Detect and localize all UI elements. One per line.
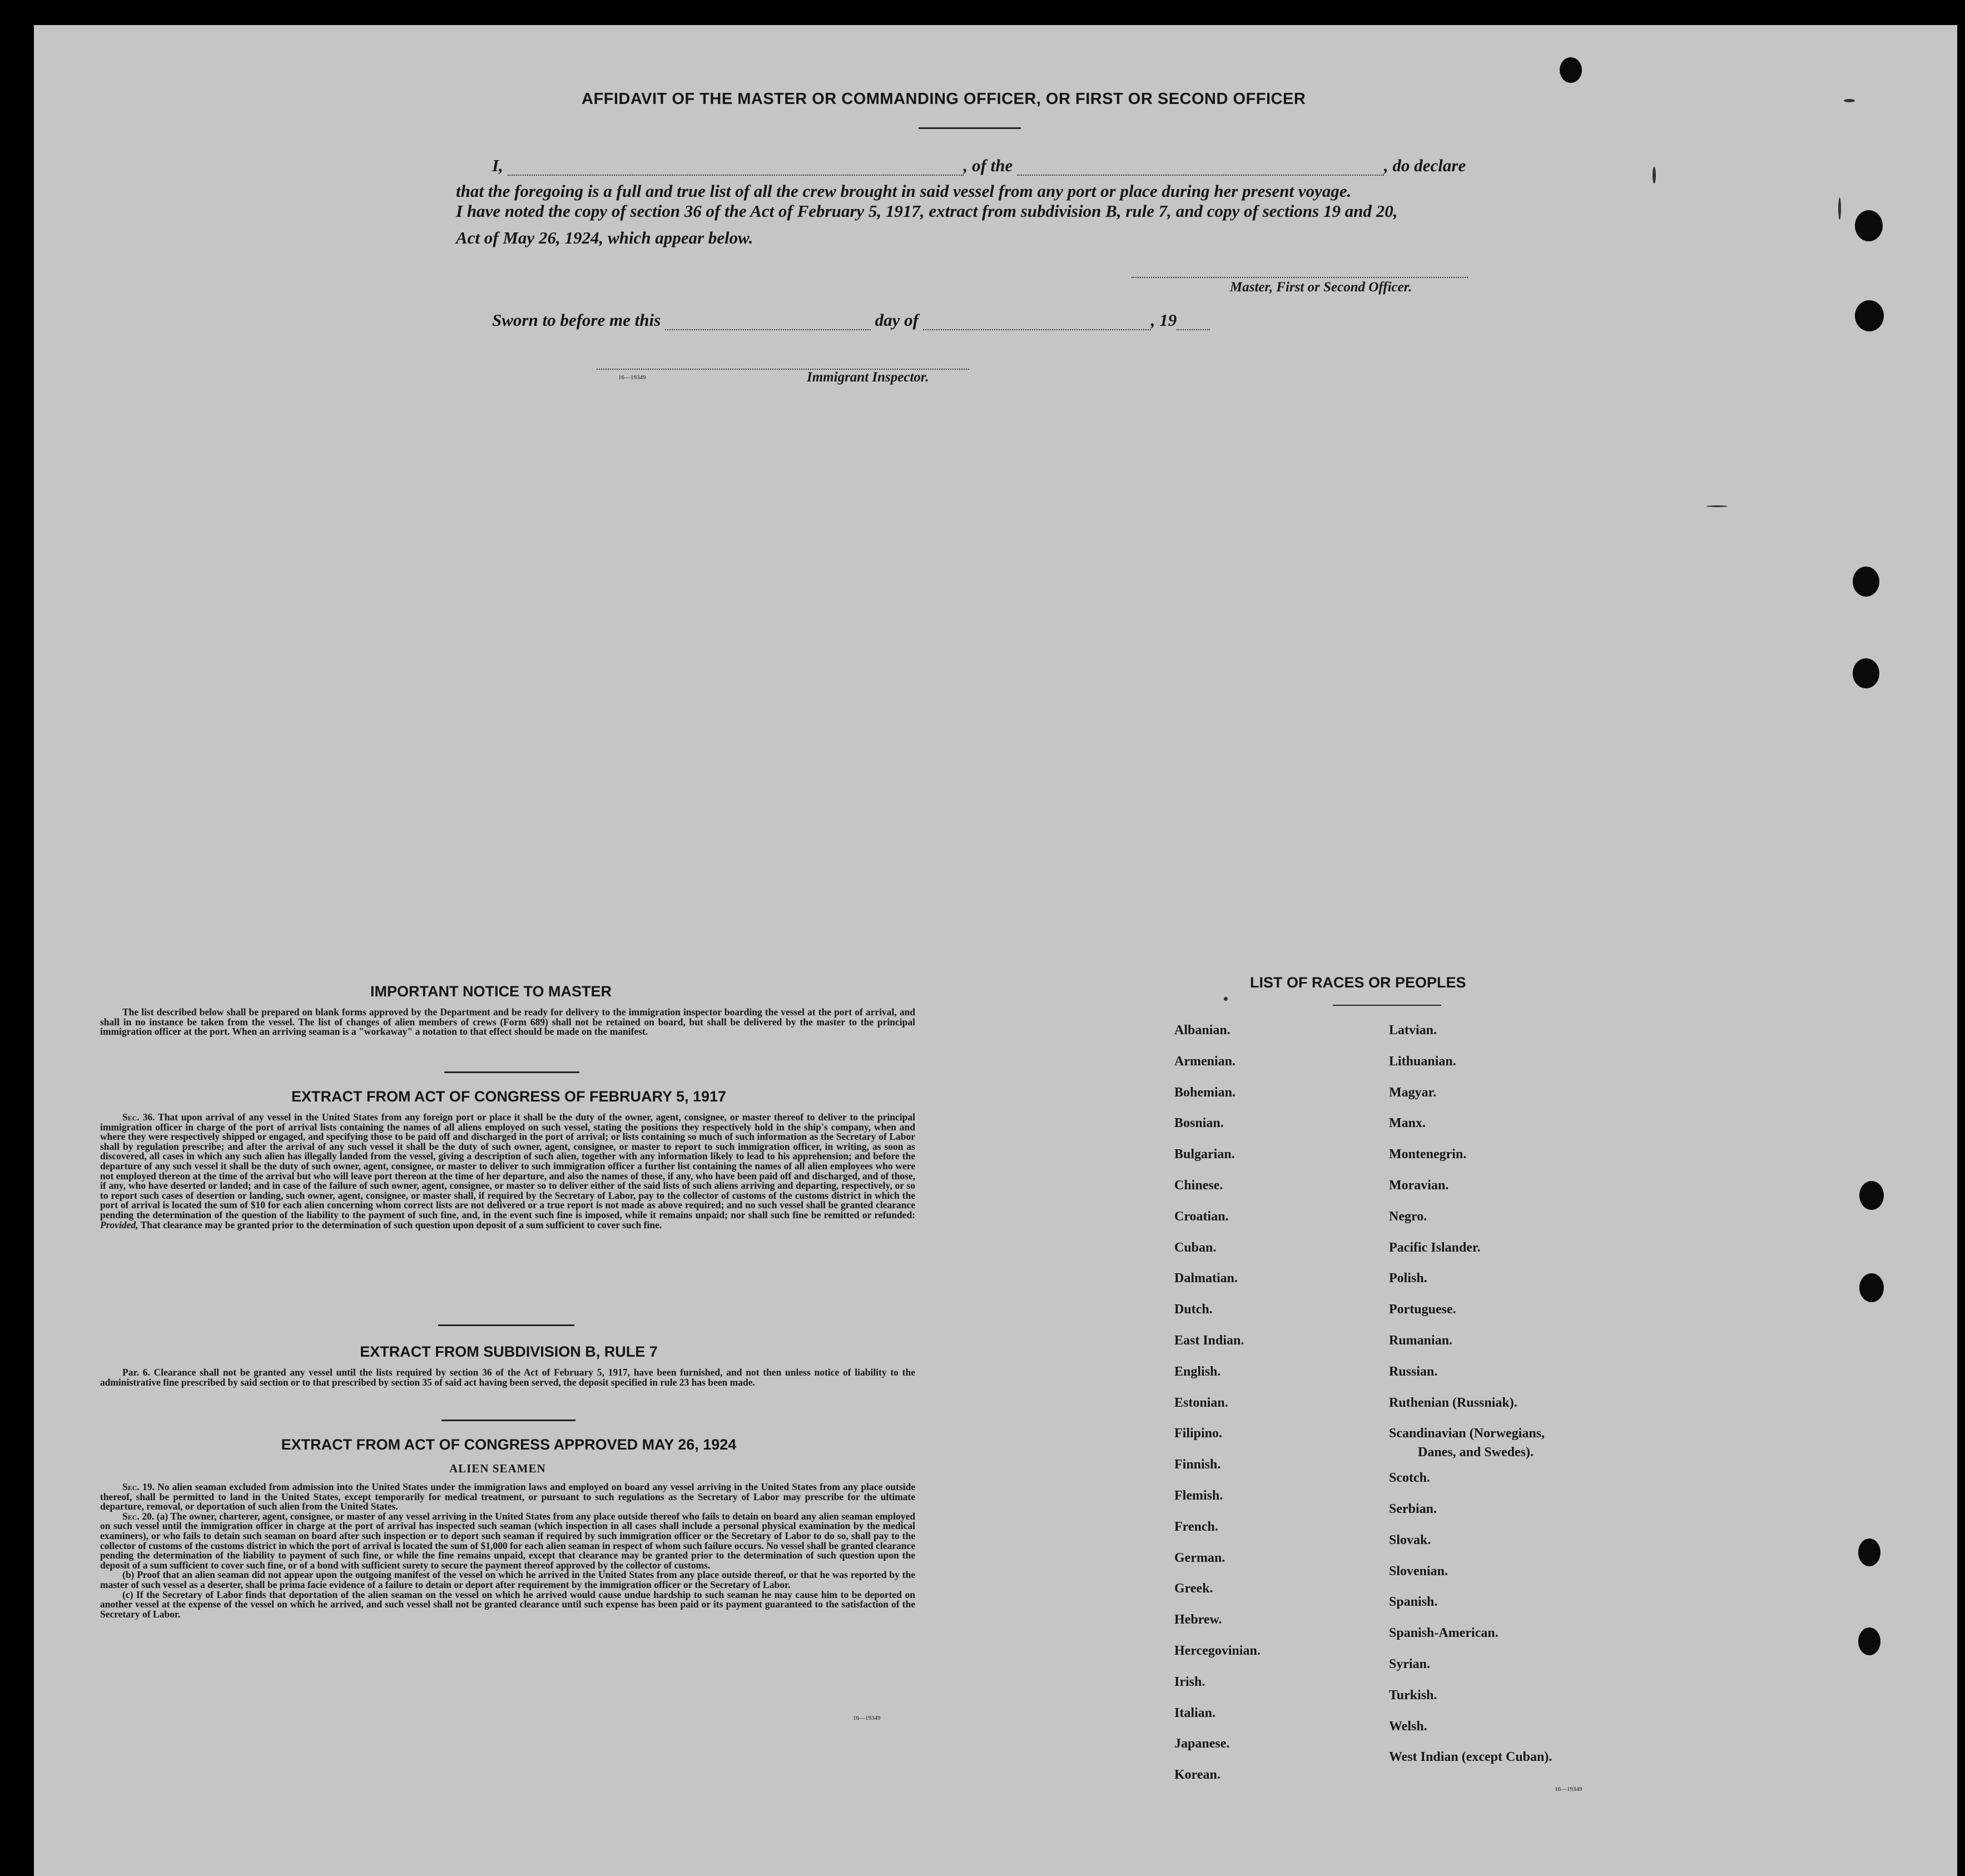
par-6-paragraph: Par. 6. Clearance shall not be granted any vessel until the lists required by section 36 of the Act of February 5, 1917, have been furnished, and not then unless notice of liability to the administrative fine prescribed by said section or to that prescribed by section 35 of said act having been served, the deposit specified in rule 23 has been made.	[100, 1367, 915, 1388]
notice-title: IMPORTANT NOTICE TO MASTER	[370, 983, 612, 1000]
extract-1924-text	[100, 1482, 915, 1619]
of-the-label: , of the	[963, 156, 1013, 175]
race-item: Irish.	[1174, 1674, 1205, 1689]
race-item: Greek.	[1174, 1581, 1213, 1596]
notice-divider	[444, 1071, 579, 1073]
race-item: East Indian.	[1174, 1333, 1244, 1348]
section-20c-paragraph: (c) If the Secretary of Labor finds that deportation of the alien seaman on the vessel on which he arrived would cause undue hardship to such seaman he may cause him to be deported on another vessel at the expense of the vessel on which he arrived, and such vessel shall not be granted clearance until such expense has been paid or its payment guaranteed to the satisfaction of the Secretary of Labor.	[100, 1589, 915, 1620]
punch-hole	[1560, 57, 1582, 83]
affidavit-line1	[492, 156, 1466, 176]
race-item: West Indian (except Cuban).	[1389, 1750, 1552, 1765]
punch-hole	[1855, 210, 1883, 241]
sec-19-body: No alien seaman excluded from admission into the United States under the immigration laws and employed on board any vessel arriving in the United States from any place outside thereof, shall be permitted to land in the United States, except temporarily for medical treatment, or pursuant to such regulations as the Secretary of Labor may prescribe for the ultimate departure, removal, or deportation of such alien from the United States.	[100, 1481, 915, 1512]
race-item: Pacific Islander.	[1389, 1240, 1481, 1255]
speck	[1224, 997, 1228, 1001]
sec-19-label: Sec. 19.	[122, 1481, 155, 1492]
race-item: German.	[1174, 1550, 1225, 1565]
sworn-year-blank[interactable]	[1177, 316, 1210, 330]
extract-1917-divider	[438, 1324, 574, 1326]
punch-hole	[1858, 1538, 1880, 1566]
provided-label: Provided,	[100, 1219, 138, 1230]
race-item: Bosnian.	[1174, 1116, 1224, 1131]
race-item: Armenian.	[1174, 1054, 1235, 1069]
race-item: Italian.	[1174, 1705, 1216, 1720]
race-item: Finnish.	[1174, 1457, 1221, 1472]
race-item: Serbian.	[1389, 1502, 1437, 1516]
extract-1924-title: EXTRACT FROM ACT OF CONGRESS APPROVED MAY 26, 1924	[281, 1436, 737, 1453]
subdivision-b-title: EXTRACT FROM SUBDIVISION B, RULE 7	[360, 1343, 658, 1360]
race-item: Estonian.	[1174, 1395, 1228, 1410]
sworn-label: Sworn to before me this	[492, 310, 661, 330]
race-item: Lithuanian.	[1389, 1054, 1456, 1069]
race-item: Manx.	[1389, 1116, 1426, 1131]
race-item: Welsh.	[1389, 1719, 1427, 1734]
sworn-line	[492, 310, 1210, 330]
race-item: Slovenian.	[1389, 1564, 1448, 1579]
sworn-day-blank[interactable]	[665, 316, 871, 330]
race-item: Russian.	[1389, 1364, 1438, 1379]
extract-1917-title: EXTRACT FROM ACT OF CONGRESS OF FEBRUARY 5, 1917	[291, 1088, 727, 1105]
name-blank[interactable]	[508, 161, 964, 176]
notice-paragraph: The list described below shall be prepared on blank forms approved by the Department and be ready for delivery to the immigration inspector boarding the vessel at the port of arrival, and shall in no instance be taken from the vessel. The list of changes of alien members of crews (Form 689) shall not be retained on board, but shall be delivered by the master to the principal immigration officer at the port. When an arriving seaman is a "workaway" a notation to that effect should be made on the manifest.	[100, 1006, 915, 1038]
sec-20-label: Sec. 20.	[122, 1510, 155, 1522]
speck	[1653, 167, 1656, 183]
punch-hole	[1859, 1181, 1884, 1210]
speck	[1838, 197, 1841, 220]
race-item: Korean.	[1174, 1768, 1220, 1783]
race-item: Magyar.	[1389, 1085, 1437, 1100]
race-item: Spanish-American.	[1389, 1626, 1498, 1641]
affidavit-line4: Act of May 26, 1924, which appear below.	[456, 228, 753, 247]
sec-20a-body: (a) The owner, charterer, agent, consignee, or master of any vessel arriving in the United States from any place outside thereof who fails to detain on board any alien seaman employed on such vessel until the immigration officer in charge at the port of arrival has inspected such seaman (which inspection in all cases shall include a personal physical examination by the medical examiners), or who fails to detain such seaman on board after such inspection or to deport such seaman if required by such immigration officer or the Secretary of Labor to do so, shall pay to the collector of customs of the customs district in which the port of arrival is located the sum of $1,000 for each alien seaman in respect of whom such failure occurs. No vessel shall be granted clearance pending the determination of the liability to payment of such fine, or while the fine remains unpaid, except that clearance may be granted prior to the determination of such question upon the deposit of a sum sufficient to cover such fine, or of a bond with sufficient surety to secure the payment thereof approved by the collector of customs.	[100, 1510, 916, 1571]
race-item: Croatian.	[1174, 1209, 1229, 1224]
race-item: Albanian.	[1174, 1023, 1230, 1038]
race-item: Hercegovinian.	[1174, 1644, 1261, 1658]
race-item: Bulgarian.	[1174, 1147, 1235, 1162]
section-19-paragraph	[100, 1482, 915, 1512]
race-item: Syrian.	[1389, 1657, 1431, 1671]
races-title: LIST OF RACES OR PEOPLES	[1250, 974, 1466, 991]
race-item: Danes, and Swedes).	[1418, 1445, 1534, 1460]
race-item: Flemish.	[1174, 1488, 1223, 1503]
punch-hole	[1853, 658, 1879, 688]
subdivision-b-text	[100, 1368, 915, 1387]
inspector-label: Immigrant Inspector.	[807, 370, 929, 385]
race-item: Polish.	[1389, 1271, 1427, 1286]
signature-label: Master, First or Second Officer.	[1230, 280, 1412, 295]
race-item: Portuguese.	[1389, 1302, 1456, 1317]
race-item: Rumanian.	[1389, 1333, 1453, 1348]
race-item: Cuban.	[1174, 1240, 1217, 1255]
race-item: English.	[1174, 1364, 1221, 1379]
race-item: Dutch.	[1174, 1302, 1213, 1317]
race-item: Moravian.	[1389, 1178, 1449, 1193]
punch-hole	[1859, 1273, 1884, 1302]
vessel-blank[interactable]	[1017, 161, 1384, 176]
affidavit-line3: I have noted the copy of section 36 of the Act of February 5, 1917, extract from subdivision B, rule 7, and copy of sections 19 and 20,	[456, 201, 1398, 221]
sec-36-label: Sec. 36.	[122, 1111, 155, 1123]
i-label: I,	[492, 156, 503, 175]
race-item: French.	[1174, 1519, 1218, 1534]
punch-hole	[1855, 300, 1884, 331]
section-36-paragraph	[100, 1113, 915, 1230]
form-number-bottom: 16—19349	[853, 1715, 881, 1721]
affidavit-line2: that the foregoing is a full and true list of all the crew brought in said vessel from any port or place during her present voyage.	[456, 181, 1352, 201]
do-declare-label: , do declare	[1384, 156, 1466, 175]
race-item: Japanese.	[1174, 1736, 1230, 1751]
subdivision-b-divider	[441, 1420, 575, 1421]
notice-text	[100, 1008, 915, 1037]
sec-36-body: That upon arrival of any vessel in the United States from any foreign port or place it shall be the duty of the owner, agent, consignee, or master thereof to deliver to the principal immigration officer in charge of the port of arrival lists containing the names of all aliens employed on such vessel, stating the positions they respectively hold in the ship's company, when and where they were respectively shipped or engaged, and specifying those to be paid off and discharged in the port of arrival; or lists containing so much of such information as the Secretary of Labor shall by regulation prescribe; and after the arrival of any such vessel it shall be the duty of such owner, agent, consignee, or master to report to such immigration officer, in writing, as soon as discovered, all cases in which any such alien has illegally landed from the vessel, giving a description of such alien, together with any information likely to lead to his apprehension; and before the departure of any such vessel it shall be the duty of such owner, agent, consignee, or master to deliver to such immigration officer a further list containing the names of all alien employees who were not employed thereon at the time of the arrival but who will leave port thereon at the time of her departure, and also the names of those, if any, who have been paid off and discharged, and of those, if any, who have deserted or landed; and in case of the failure of such owner, agent, consignee, or master so to deliver either of the said lists of such aliens arriving and departing, respectively, or so to report such cases of desertion or landing, such owner, agent, consignee, or master shall, if required by the Secretary of Labor, pay to the collector of customs of the customs district in which the port of arrival is located the sum of $10 for each alien concerning whom correct lists are not delivered or a true report is not made as above required; and no such vessel shall be granted clearance pending the determination of the question of the liability to the payment of such fine, and, in the event such fine is imposed, while it remains unpaid; nor shall such fine be remitted or refunded:	[100, 1111, 915, 1220]
extract-1917-text	[100, 1113, 915, 1230]
affidavit-title: AFFIDAVIT OF THE MASTER OR COMMANDING OFFICER, OR FIRST OR SECOND OFFICER	[582, 90, 1306, 108]
sworn-month-blank[interactable]	[923, 316, 1151, 330]
race-item: Negro.	[1389, 1209, 1427, 1224]
race-item: Turkish.	[1389, 1688, 1437, 1703]
punch-hole	[1858, 1627, 1880, 1655]
title-divider	[919, 127, 1021, 129]
race-item: Filipino.	[1174, 1426, 1223, 1441]
race-item: Dalmatian.	[1174, 1271, 1238, 1286]
race-item: Hebrew.	[1174, 1612, 1222, 1627]
race-item: Scandinavian (Norwegians,	[1389, 1426, 1545, 1441]
speck	[1706, 505, 1728, 507]
race-item: Spanish.	[1389, 1595, 1438, 1610]
form-number-races: 16—19349	[1555, 1786, 1582, 1793]
race-item: Slovak.	[1389, 1532, 1431, 1547]
section-20b-paragraph: (b) Proof that an alien seaman did not appear upon the outgoing manifest of the vessel on which he arrived in the United States from any place outside thereof, or that he was reported by the master of such vessel as a deserter, shall be prima facie evidence of a failure to detain or deport after requirement by the immigration officer or the Secretary of Labor.	[100, 1569, 915, 1590]
sec-36-tail: That clearance may be granted prior to the determination of such question upon deposit of a sum sufficient to cover such fine.	[140, 1219, 662, 1230]
section-20a-paragraph	[100, 1512, 915, 1571]
alien-seamen-subtitle: ALIEN SEAMEN	[449, 1462, 546, 1475]
form-number-top: 16—19349	[618, 374, 646, 381]
speck	[1844, 99, 1855, 102]
day-of-label: day of	[875, 310, 919, 330]
punch-hole	[1853, 567, 1879, 597]
signature-line[interactable]	[1132, 275, 1468, 278]
race-item: Scotch.	[1389, 1471, 1430, 1486]
race-item: Chinese.	[1174, 1178, 1223, 1193]
race-item: Latvian.	[1389, 1023, 1437, 1038]
race-item: Ruthenian (Russniak).	[1389, 1395, 1517, 1410]
races-divider	[1333, 1005, 1441, 1006]
race-item: Montenegrin.	[1389, 1147, 1467, 1162]
year-label: , 19	[1150, 310, 1177, 330]
race-item: Bohemian.	[1174, 1085, 1236, 1100]
